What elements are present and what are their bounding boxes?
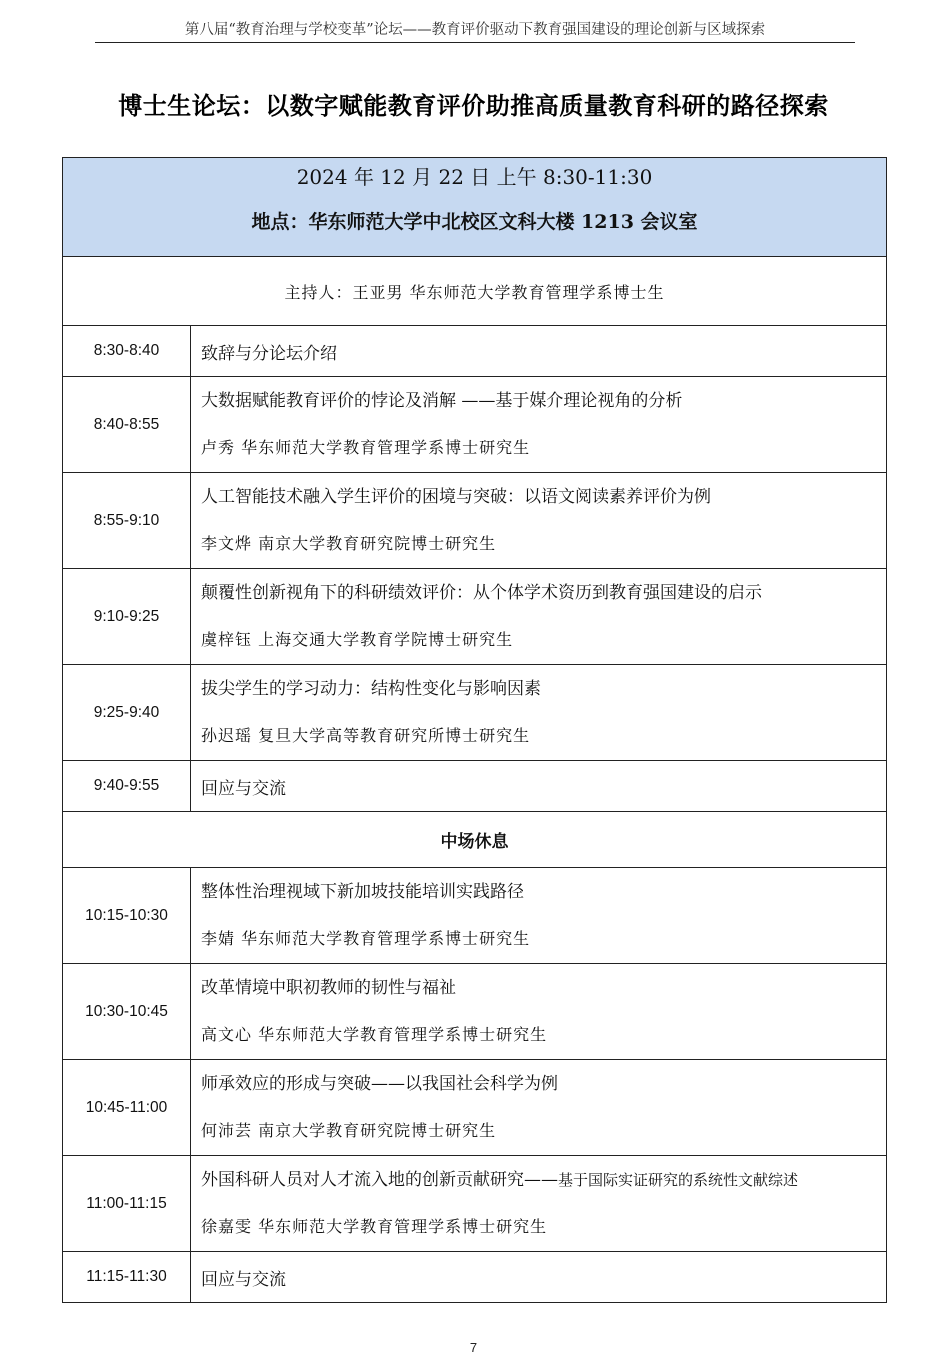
talk-entry: [191, 473, 887, 569]
break-row: [63, 812, 887, 868]
talk-title: 大数据赋能教育评价的悖论及消解 ——基于媒介理论视角的分析: [201, 391, 683, 411]
talk-speaker: 卢秀 华东师范大学教育管理学系博士研究生: [201, 438, 531, 457]
intermission-label: 中场休息: [63, 812, 887, 868]
time-slot: 10:45-11:00: [63, 1060, 191, 1156]
agenda-item-label: 回应与交流: [201, 778, 286, 799]
talk-speaker: 徐嘉雯 华东师范大学教育管理学系博士研究生: [201, 1217, 548, 1236]
time-slot: 11:15-11:30: [63, 1252, 191, 1303]
talk-title: 人工智能技术融入学生评价的困境与突破：以语文阅读素养评价为例: [201, 487, 711, 507]
time-slot: 9:40-9:55: [63, 761, 191, 812]
time-slot: 11:00-11:15: [63, 1156, 191, 1252]
header-rule: [95, 42, 855, 43]
session-header-cell: [63, 158, 887, 257]
talk-speaker: 李文烨 南京大学教育研究院博士研究生: [201, 534, 497, 553]
schedule-row: [63, 761, 887, 812]
session-header-row: [63, 158, 887, 257]
schedule-row: [63, 868, 887, 964]
agenda-item: [191, 1252, 887, 1303]
talk-title: 颠覆性创新视角下的科研绩效评价：从个体学术资历到教育强国建设的启示: [201, 583, 762, 603]
talk-entry: [191, 665, 887, 761]
schedule-row: [63, 964, 887, 1060]
schedule-row: [63, 1252, 887, 1303]
talk-title: [201, 1168, 886, 1192]
talk-speaker: 高文心 华东师范大学教育管理学系博士研究生: [201, 1025, 548, 1044]
time-slot: 8:40-8:55: [63, 377, 191, 473]
agenda-item-label: 致辞与分论坛介绍: [201, 343, 337, 364]
talk-speaker: 李婧 华东师范大学教育管理学系博士研究生: [201, 929, 531, 948]
session-venue: 地点：华东师范大学中北校区文科大楼 1213 会议室: [251, 211, 698, 233]
talk-title: 整体性治理视域下新加坡技能培训实践路径: [201, 882, 524, 902]
talk-title: 师承效应的形成与突破——以我国社会科学为例: [201, 1074, 558, 1094]
talk-entry: [191, 377, 887, 473]
host-row: [63, 257, 887, 326]
session-datetime: 2024 年 12 月 22 日 上午 8:30-11:30: [296, 165, 653, 189]
time-slot: 9:25-9:40: [63, 665, 191, 761]
talk-title: 改革情境中职初教师的韧性与福祉: [201, 978, 456, 998]
schedule-row: [63, 326, 887, 377]
schedule-row: [63, 1156, 887, 1252]
forum-title: 博士生论坛：以数字赋能教育评价助推高质量教育科研的路径探索: [118, 92, 829, 120]
talk-speaker: 何沛芸 南京大学教育研究院博士研究生: [201, 1121, 497, 1140]
time-slot: 8:30-8:40: [63, 326, 191, 377]
schedule-row: [63, 665, 887, 761]
talk-entry: [191, 569, 887, 665]
time-slot: 10:30-10:45: [63, 964, 191, 1060]
schedule-row: [63, 473, 887, 569]
schedule-row: [63, 569, 887, 665]
time-slot: 9:10-9:25: [63, 569, 191, 665]
talk-speaker: 孙迟瑶 复旦大学高等教育研究所博士研究生: [201, 726, 531, 745]
time-slot: 8:55-9:10: [63, 473, 191, 569]
page-number: 7: [469, 1340, 478, 1355]
time-slot: 10:15-10:30: [63, 868, 191, 964]
talk-entry: [191, 1156, 887, 1252]
talk-entry: [191, 964, 887, 1060]
talk-speaker: 虞梓钰 上海交通大学教育学院博士研究生: [201, 630, 514, 649]
running-header: 第八届“教育治理与学校变革”论坛——教育评价驱动下教育强国建设的理论创新与区域探索: [184, 22, 766, 38]
schedule-table: [62, 157, 887, 1303]
talk-title-main: 外国科研人员对人才流入地的创新贡献研究——: [201, 1170, 558, 1190]
schedule-row: [63, 377, 887, 473]
talk-title: 拔尖学生的学习动力：结构性变化与影响因素: [201, 679, 541, 699]
agenda-item: [191, 761, 887, 812]
agenda-item-label: 回应与交流: [201, 1269, 286, 1290]
talk-entry: [191, 868, 887, 964]
session-host: 主持人：王亚男 华东师范大学教育管理学系博士生: [63, 257, 887, 326]
agenda-item: [191, 326, 887, 377]
schedule-row: [63, 1060, 887, 1156]
talk-entry: [191, 1060, 887, 1156]
talk-title-subtitle: 基于国际实证研究的系统性文献综述: [558, 1171, 799, 1189]
